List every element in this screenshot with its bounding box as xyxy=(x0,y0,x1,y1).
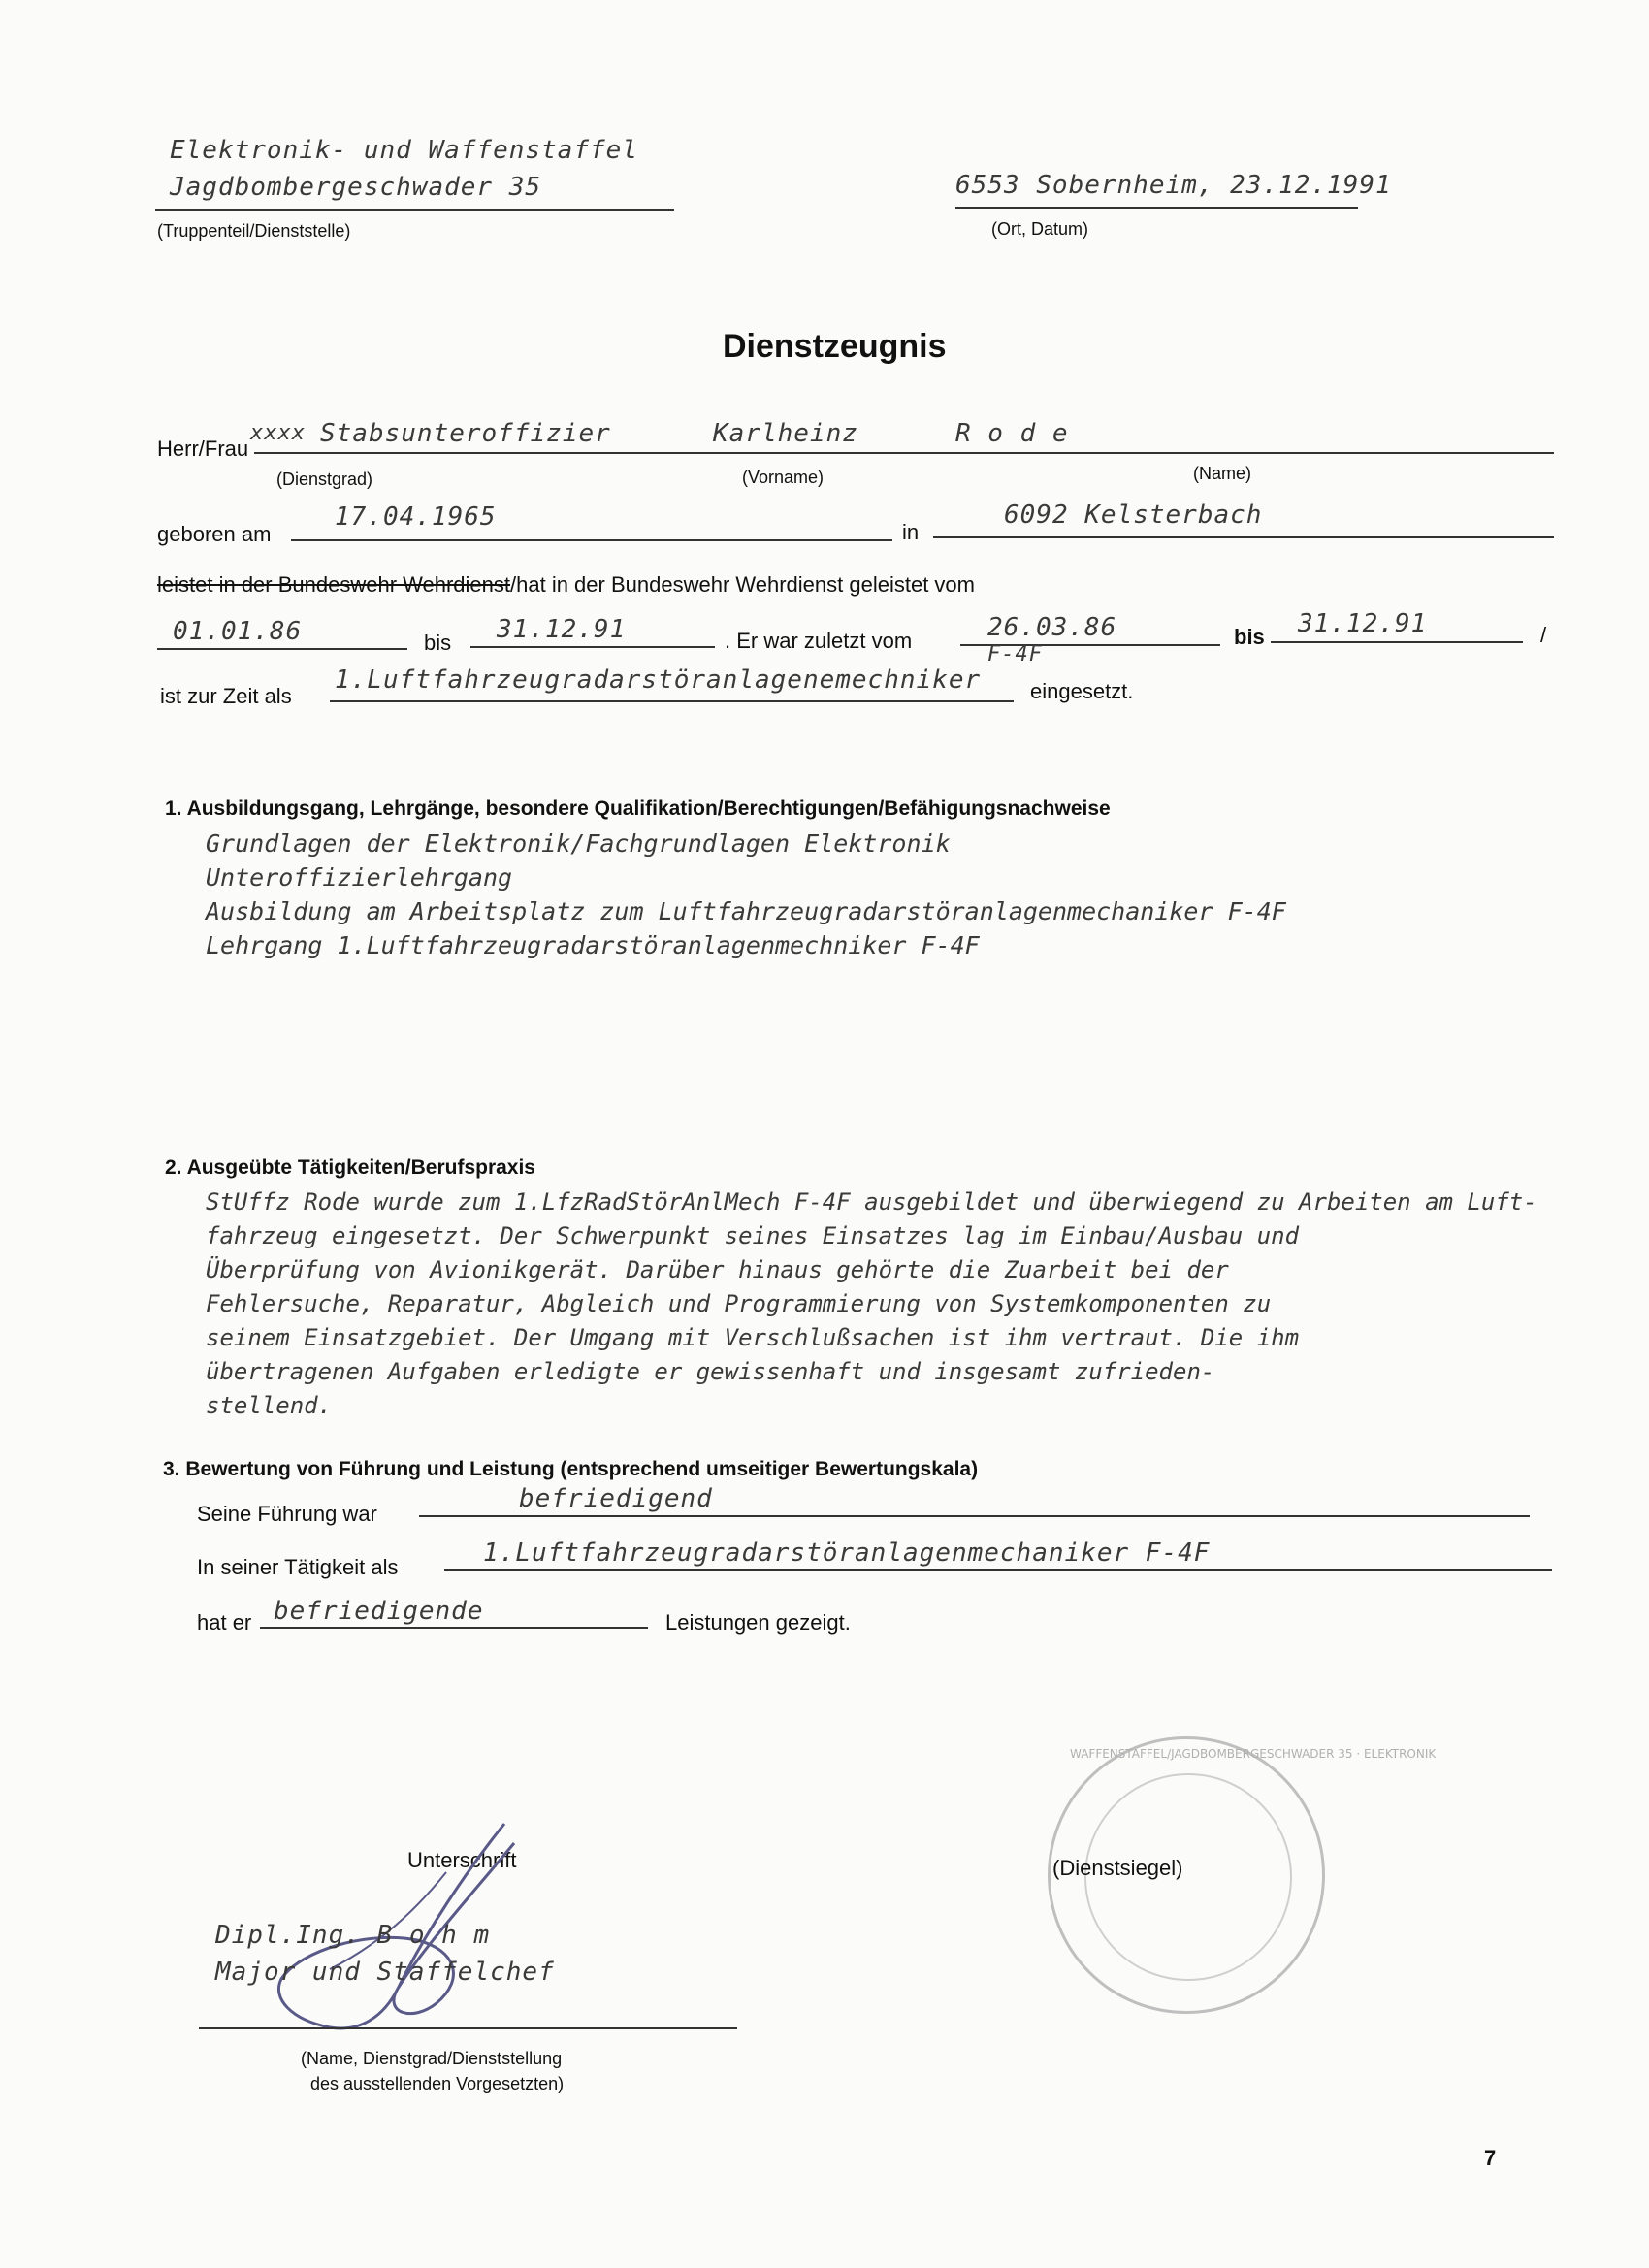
in-label: in xyxy=(902,520,920,544)
section2-line: übertragenen Aufgaben erledigte er gewissenhaft und insgesamt zufrieden- xyxy=(206,1358,1215,1385)
firstname-value: Karlheinz xyxy=(713,419,858,448)
signer-title: Major und Staffelchef xyxy=(215,1958,555,1987)
bis-label: bis xyxy=(424,631,452,655)
last-to-underline xyxy=(1271,641,1523,643)
performance-underline xyxy=(260,1627,648,1629)
unit-line-2: Jagdbombergeschwader 35 xyxy=(170,173,542,202)
unit-caption: (Truppenteil/Dienststelle) xyxy=(157,221,351,241)
service-to-underline xyxy=(470,646,715,648)
section2-line: Fehlersuche, Reparatur, Abgleich und Programmierung von Systemkomponenten zu xyxy=(206,1290,1272,1317)
section1-line: Unteroffizierlehrgang xyxy=(206,863,513,891)
section1-body xyxy=(206,826,1286,962)
rank-caption: (Dienstgrad) xyxy=(276,470,373,489)
section2-heading: 2. Ausgeübte Tätigkeiten/Berufspraxis xyxy=(165,1156,535,1179)
performance-value: befriedigende xyxy=(274,1597,484,1626)
activity-underline xyxy=(444,1569,1552,1571)
firstname-caption: (Vorname) xyxy=(742,468,824,487)
birth-date: 17.04.1965 xyxy=(335,502,497,532)
signature-underline xyxy=(199,2027,737,2029)
seal-ring-text: WAFFENSTAFFEL/JAGDBOMBERGESCHWADER 35 · ELEKTRONIK xyxy=(1070,1747,1437,1761)
service-text-active: /hat in der Bundeswehr Wehrdienst geleistet vom xyxy=(510,572,975,597)
seal-label: (Dienstsiegel) xyxy=(1052,1856,1183,1880)
section1-heading: 1. Ausbildungsgang, Lehrgänge, besondere Qualifikation/Berechtigungen/Befähigungsnachweise xyxy=(165,797,1111,820)
conduct-label: Seine Führung war xyxy=(197,1502,377,1526)
slash: / xyxy=(1540,623,1547,647)
role-value: 1.Luftfahrzeugradarstöranlagenemechniker xyxy=(335,665,982,695)
signature-caption-2: des ausstellenden Vorgesetzten) xyxy=(310,2074,565,2093)
page-number: 7 xyxy=(1484,2146,1497,2170)
place-date: 6553 Sobernheim, 23.12.1991 xyxy=(955,171,1392,200)
section2-line: StUffz Rode wurde zum 1.LfzRadStörAnlMech F-4F ausgebildet und überwiegend zu Arbeiten am Luft- xyxy=(206,1188,1537,1215)
signature-label: Unterschrift xyxy=(407,1848,517,1872)
salutation-label: Herr/Frau xyxy=(157,437,249,461)
place-date-caption: (Ort, Datum) xyxy=(991,219,1089,239)
birth-place: 6092 Kelsterbach xyxy=(1004,501,1263,530)
service-from: 01.01.86 xyxy=(173,617,303,646)
service-to: 31.12.91 xyxy=(497,615,627,644)
section2-line: stellend. xyxy=(206,1392,333,1419)
rank-value: Stabsunteroffizier xyxy=(320,419,611,448)
activity-label: In seiner Tätigkeit als xyxy=(197,1555,399,1579)
signature-caption-1: (Name, Dienstgrad/Dienststellung xyxy=(301,2049,563,2068)
salutation-strike: xxxx xyxy=(250,421,306,445)
struck-text: leistet in der Bundeswehr Wehrdienst xyxy=(157,572,511,597)
activity-value: 1.Luftfahrzeugradarstöranlagenmechaniker F-4F xyxy=(483,1539,1211,1568)
conduct-value: befriedigend xyxy=(519,1484,713,1513)
document-title: Dienstzeugnis xyxy=(723,328,947,365)
section2-body xyxy=(206,1185,1537,1423)
performance-suffix: Leistungen gezeigt. xyxy=(665,1610,851,1635)
place-date-underline xyxy=(955,207,1358,209)
unit-line-1: Elektronik- und Waffenstaffel xyxy=(170,136,638,165)
service-text xyxy=(157,572,975,598)
birth-date-underline xyxy=(291,539,892,541)
lastname-caption: (Name) xyxy=(1193,464,1252,483)
born-label: geboren am xyxy=(157,522,272,546)
section3-heading: 3. Bewertung von Führung und Leistung (entsprechend umseitiger Bewertungskala) xyxy=(163,1458,979,1480)
he-label: hat er xyxy=(197,1610,252,1635)
section1-line: Ausbildung am Arbeitsplatz zum Luftfahrzeugradarstöranlagenmechaniker F-4F xyxy=(206,897,1286,925)
unit-underline xyxy=(155,209,674,211)
section2-line: seinem Einsatzgebiet. Der Umgang mit Verschlußsachen ist ihm vertraut. Die ihm xyxy=(206,1324,1300,1351)
person-underline xyxy=(254,452,1554,454)
section1-line: Lehrgang 1.Luftfahrzeugradarstöranlagenmechniker F-4F xyxy=(206,931,980,959)
bis-label-2: bis xyxy=(1234,625,1265,649)
role-suffix: F-4F xyxy=(987,642,1043,666)
birth-place-underline xyxy=(933,536,1554,538)
lastname-value: R o d e xyxy=(955,419,1069,448)
conduct-underline xyxy=(419,1515,1530,1517)
role-underline xyxy=(330,700,1014,702)
last-to: 31.12.91 xyxy=(1298,609,1428,638)
currently-label: ist zur Zeit als xyxy=(160,684,292,708)
employed-label: eingesetzt. xyxy=(1030,679,1134,703)
last-from: 26.03.86 xyxy=(987,613,1117,642)
last-label: . Er war zuletzt vom xyxy=(725,629,913,653)
service-from-underline xyxy=(157,648,407,650)
section2-line: fahrzeug eingesetzt. Der Schwerpunkt seines Einsatzes lag im Einbau/Ausbau und xyxy=(206,1222,1300,1249)
section1-line: Grundlagen der Elektronik/Fachgrundlagen Elektronik xyxy=(206,829,951,858)
signer-name: Dipl.Ing. B o h m xyxy=(215,1921,491,1950)
section2-line: Überprüfung von Avionikgerät. Darüber hinaus gehörte die Zuarbeit bei der xyxy=(206,1256,1229,1283)
